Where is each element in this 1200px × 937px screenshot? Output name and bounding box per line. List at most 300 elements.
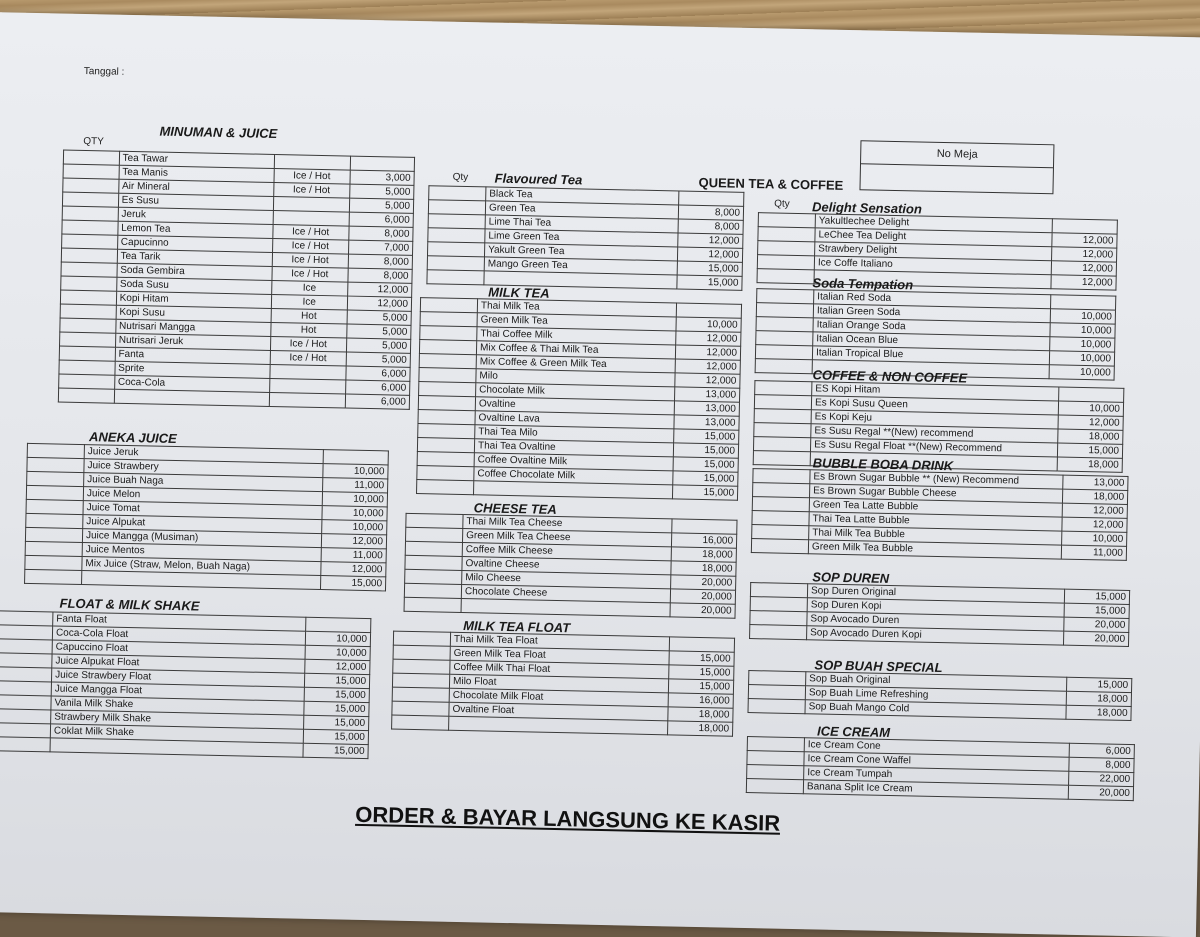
qty-cell[interactable] [61, 276, 117, 291]
item-price: 12,000 [1058, 415, 1123, 430]
item-name: Es Susu Regal Float **(New) Recommend [810, 438, 1057, 457]
qty-cell[interactable] [428, 214, 485, 229]
qty-header: QTY [83, 135, 104, 148]
qty-cell[interactable] [0, 737, 50, 752]
item-price: 15,000 [1064, 589, 1129, 604]
item-name: Juice Mangga (Musiman) [82, 529, 321, 548]
qty-cell[interactable] [419, 354, 476, 369]
qty-cell[interactable] [419, 382, 476, 397]
item-name: Fanta Float [53, 612, 306, 631]
item-name: Black Tea [486, 187, 679, 205]
section-title-cheese: CHEESE TEA [473, 500, 557, 517]
item-name: Juice Melon [83, 487, 322, 506]
item-price: 11,000 [323, 478, 388, 493]
qty-cell[interactable] [25, 527, 82, 542]
item-name: Kopi Susu [116, 305, 271, 322]
section-title-soda: Soda Tempation [812, 275, 914, 293]
qty-cell[interactable] [758, 241, 815, 256]
qty-cell[interactable] [751, 539, 808, 554]
menu-table-soda [755, 288, 1117, 381]
qty-cell[interactable] [406, 527, 463, 542]
item-option: Ice / Hot [272, 252, 348, 268]
item-name: Juice Tomat [83, 501, 322, 520]
qty-cell[interactable] [62, 206, 118, 221]
qty-cell[interactable] [747, 737, 804, 752]
item-name: Thai Milk Tea Float [450, 632, 669, 651]
qty-cell[interactable] [752, 511, 809, 526]
section-title-milktea: MILK TEA [488, 284, 550, 301]
item-name: Coca-Cola Float [52, 626, 305, 645]
qty-cell[interactable] [393, 659, 450, 674]
qty-cell[interactable] [60, 332, 116, 347]
item-price: 22,000 [1069, 771, 1134, 786]
qty-cell[interactable] [62, 234, 118, 249]
qty-cell[interactable] [404, 583, 461, 598]
item-price: 15,000 [304, 715, 369, 730]
item-price: 10,000 [1049, 365, 1114, 380]
item-name: Green Tea Latte Bubble [809, 498, 1062, 517]
qty-cell[interactable] [27, 457, 84, 472]
qty-cell[interactable] [0, 667, 52, 682]
qty-cell[interactable] [428, 200, 485, 215]
qty-cell[interactable] [417, 438, 474, 453]
item-price: 5,000 [346, 352, 411, 367]
qty-cell[interactable] [59, 346, 115, 361]
menu-table-aneka [24, 443, 389, 592]
qty-cell[interactable] [392, 701, 449, 716]
qty-cell[interactable] [27, 471, 84, 486]
item-name: Milo Float [449, 674, 668, 693]
item-price: 15,000 [673, 443, 738, 458]
item-option: Ice / Hot [274, 168, 350, 184]
item-name: Italian Tropical Blue [812, 346, 1049, 365]
item-option [269, 392, 345, 408]
item-price: 12,000 [305, 659, 370, 674]
item-price: 12,000 [1052, 247, 1117, 262]
item-name: Fanta [115, 347, 270, 364]
item-price: 12,000 [1062, 503, 1127, 518]
item-name: Thai Milk Tea [477, 299, 676, 317]
qty-cell[interactable] [756, 317, 813, 332]
item-name: Lemon Tea [117, 221, 272, 238]
item-price: 15,000 [1064, 603, 1129, 618]
item-name [114, 389, 269, 406]
item-name: Ovaltine Lava [475, 411, 674, 429]
qty-cell[interactable] [746, 779, 803, 794]
item-price: 6,000 [345, 380, 410, 395]
item-name: Thai Coffee Milk [477, 327, 676, 345]
item-name: Ice Cream Cone [804, 738, 1069, 758]
item-name: Strawbery Delight [815, 242, 1052, 261]
qty-cell[interactable] [757, 269, 814, 284]
qty-cell[interactable] [418, 410, 475, 425]
section-title-icecream: ICE CREAM [816, 723, 891, 741]
item-price: 12,000 [678, 233, 743, 248]
item-price: 20,000 [1064, 617, 1129, 632]
qty-cell[interactable] [757, 289, 814, 304]
menu-table-cheese [404, 513, 738, 619]
item-price [1052, 219, 1117, 234]
item-name: Es Brown Sugar Bubble ** (New) Recommend [810, 470, 1063, 489]
item-price: 18,000 [1062, 489, 1127, 504]
qty-cell[interactable] [417, 480, 474, 495]
qty-cell[interactable] [60, 290, 116, 305]
qty-cell[interactable] [753, 483, 810, 498]
qty-cell[interactable] [420, 312, 477, 327]
qty-cell[interactable] [60, 318, 116, 333]
item-price: 10,000 [305, 631, 370, 646]
item-name: Juice Jeruk [84, 445, 323, 464]
item-name: Juice Strawbery [84, 459, 323, 478]
item-price: 10,000 [323, 464, 388, 479]
qty-cell[interactable] [61, 248, 117, 263]
item-price: 18,000 [668, 721, 733, 736]
qty-cell[interactable] [420, 326, 477, 341]
qty-cell[interactable] [61, 262, 117, 277]
item-name: Italian Ocean Blue [813, 332, 1050, 351]
item-name: Chocolate Milk Float [449, 688, 668, 707]
qty-cell[interactable] [749, 671, 806, 686]
qty-cell[interactable] [59, 360, 115, 375]
item-price: 12,000 [677, 247, 742, 262]
item-price: 8,000 [348, 254, 413, 269]
item-price: 12,000 [1051, 261, 1116, 276]
qty-cell[interactable] [755, 345, 812, 360]
item-name: Juice Strawbery Float [51, 668, 304, 687]
item-price: 15,000 [677, 261, 742, 276]
qty-cell[interactable] [428, 228, 485, 243]
item-name: Coffee Ovaltine Milk [474, 453, 673, 471]
qty-cell[interactable] [26, 499, 83, 514]
no-meja-label: No Meja [861, 141, 1053, 168]
item-name: Mix Juice (Straw, Melon, Buah Naga) [82, 557, 321, 576]
item-price: 16,000 [671, 533, 736, 548]
item-option: Hot [270, 322, 346, 338]
item-price: 5,000 [349, 198, 414, 213]
item-price: 6,000 [346, 366, 411, 381]
item-price: 20,000 [671, 575, 736, 590]
item-price [350, 156, 415, 171]
qty-cell[interactable] [417, 466, 474, 481]
qty-cell[interactable] [63, 150, 119, 165]
qty-cell[interactable] [748, 685, 805, 700]
menu-table-milktea [416, 297, 742, 501]
qty-cell[interactable] [429, 186, 486, 201]
item-name: Green Milk Tea Bubble [808, 540, 1061, 559]
item-name: Ovaltine Cheese [462, 557, 671, 575]
qty-cell[interactable] [0, 681, 51, 696]
item-name: Italian Green Soda [813, 304, 1050, 323]
item-price: 6,000 [1069, 743, 1134, 758]
item-price [306, 617, 371, 632]
qty-cell[interactable] [427, 270, 484, 285]
item-price: 20,000 [1063, 631, 1128, 646]
item-price [676, 303, 741, 318]
item-name: Juice Buah Naga [84, 473, 323, 492]
item-price: 10,000 [1050, 337, 1115, 352]
qty-cell[interactable] [758, 213, 815, 228]
item-option: Ice / Hot [272, 238, 348, 254]
qty-cell[interactable] [59, 374, 115, 389]
item-name: Lime Green Tea [485, 229, 678, 247]
qty-cell[interactable] [62, 220, 118, 235]
item-option: Ice / Hot [270, 350, 346, 366]
qty-cell[interactable] [27, 443, 84, 458]
item-price: 18,000 [1058, 429, 1123, 444]
item-price [679, 191, 744, 206]
qty-cell[interactable] [418, 424, 475, 439]
qty-cell[interactable] [60, 304, 116, 319]
qty-cell[interactable] [419, 340, 476, 355]
qty-cell[interactable] [419, 368, 476, 383]
item-price: 15,000 [1057, 443, 1122, 458]
qty-cell[interactable] [753, 469, 810, 484]
qty-cell[interactable] [758, 227, 815, 242]
qty-cell[interactable] [63, 164, 119, 179]
qty-cell[interactable] [406, 513, 463, 528]
item-price: 15,000 [304, 701, 369, 716]
qty-cell[interactable] [750, 597, 807, 612]
item-name: Yakultlechee Delight [815, 214, 1052, 233]
menu-table-sopbuah [747, 670, 1132, 721]
qty-cell[interactable] [757, 255, 814, 270]
qty-cell[interactable] [25, 541, 82, 556]
qty-cell[interactable] [748, 699, 805, 714]
item-price: 8,000 [678, 205, 743, 220]
section-title-mtfloat: MILK TEA FLOAT [463, 618, 571, 636]
item-name: Soda Gembira [117, 263, 272, 280]
item-option: Ice / Hot [270, 336, 346, 352]
item-option: Ice / Hot [273, 182, 349, 198]
item-price: 18,000 [1066, 705, 1131, 720]
item-price: 5,000 [347, 310, 412, 325]
item-price: 10,000 [1050, 323, 1115, 338]
item-price: 15,000 [668, 679, 733, 694]
item-price: 10,000 [1062, 531, 1127, 546]
item-name: Ice Coffe Italiano [814, 256, 1051, 275]
item-price: 7,000 [348, 240, 413, 255]
item-price: 15,000 [320, 576, 385, 591]
item-name: Thai Tea Milo [475, 425, 674, 443]
qty-cell[interactable] [427, 256, 484, 271]
qty-cell[interactable] [756, 331, 813, 346]
item-name: Mix Coffee & Thai Milk Tea [476, 341, 675, 359]
qty-cell[interactable] [0, 625, 53, 640]
qty-cell[interactable] [755, 381, 812, 396]
item-name: Thai Tea Ovaltine [474, 439, 673, 457]
item-price: 6,000 [349, 212, 414, 227]
qty-cell[interactable] [750, 625, 807, 640]
qty-cell[interactable] [393, 631, 450, 646]
qty-cell[interactable] [750, 611, 807, 626]
item-name: Thai Milk Tea Cheese [463, 515, 672, 533]
qty-cell[interactable] [756, 303, 813, 318]
qty-cell[interactable] [392, 673, 449, 688]
section-title-float: FLOAT & MILK SHAKE [59, 595, 200, 614]
section-title-delight: Delight Sensation [811, 199, 923, 217]
item-price: 10,000 [676, 317, 741, 332]
qty-cell[interactable] [392, 687, 449, 702]
item-name: Sop Avocado Duren Kopi [807, 626, 1064, 645]
qty-cell[interactable] [753, 451, 810, 466]
qty-cell[interactable] [752, 525, 809, 540]
item-price: 8,000 [678, 219, 743, 234]
qty-cell[interactable] [392, 715, 449, 730]
item-price: 11,000 [1061, 545, 1126, 560]
qty-cell[interactable] [393, 645, 450, 660]
item-name: Sop Avocado Duren [807, 612, 1064, 631]
item-price: 12,000 [675, 345, 740, 360]
item-name: Air Mineral [118, 179, 273, 196]
qty-header-3: Qty [774, 198, 790, 210]
qty-cell[interactable] [0, 653, 52, 668]
item-name: Ice Cream Cone Waffel [804, 752, 1069, 772]
item-price: 15,000 [304, 673, 369, 688]
item-price: 12,000 [347, 296, 412, 311]
item-price: 15,000 [677, 275, 742, 290]
qty-cell[interactable] [0, 611, 53, 626]
item-price [1051, 295, 1116, 310]
qty-cell[interactable] [754, 423, 811, 438]
item-name: Green Milk Tea Float [450, 646, 669, 665]
qty-cell[interactable] [0, 695, 51, 710]
item-name: Thai Milk Tea Bubble [809, 526, 1062, 545]
footer-instruction: ORDER & BAYAR LANGSUNG KE KASIR [355, 801, 781, 836]
qty-cell[interactable] [417, 452, 474, 467]
item-price: 12,000 [1052, 233, 1117, 248]
item-name: Coca-Cola [114, 375, 269, 392]
qty-cell[interactable] [25, 555, 82, 570]
item-name: Tea Tawar [119, 151, 274, 168]
item-price: 5,000 [346, 324, 411, 339]
item-price: 15,000 [674, 429, 739, 444]
item-name: Nutrisari Mangga [115, 319, 270, 336]
item-name: Capuccino Float [52, 640, 305, 659]
item-price: 13,000 [1063, 475, 1128, 490]
qty-cell[interactable] [63, 178, 119, 193]
qty-cell[interactable] [755, 359, 812, 374]
item-price: 3,000 [350, 170, 415, 185]
qty-cell[interactable] [26, 485, 83, 500]
item-price: 10,000 [1058, 401, 1123, 416]
section-title-coffee: COFFEE & NON COFFEE [812, 367, 968, 386]
item-option: Ice [271, 280, 347, 296]
item-price: 15,000 [303, 743, 368, 758]
item-name: Es Kopi Susu Queen [811, 396, 1058, 415]
qty-cell[interactable] [58, 388, 114, 403]
item-price [672, 519, 737, 534]
qty-cell[interactable] [26, 513, 83, 528]
item-price: 5,000 [346, 338, 411, 353]
item-price: 15,000 [669, 665, 734, 680]
item-price: 12,000 [675, 373, 740, 388]
qty-cell[interactable] [747, 765, 804, 780]
qty-cell[interactable] [62, 192, 118, 207]
qty-cell[interactable] [418, 396, 475, 411]
menu-table-flavoured [426, 185, 744, 291]
qty-cell[interactable] [25, 569, 82, 584]
item-name: Mango Green Tea [484, 257, 677, 275]
item-name [473, 481, 672, 499]
menu-sheet [0, 12, 1200, 937]
item-price [323, 450, 388, 465]
qty-cell[interactable] [0, 709, 51, 724]
item-name: Jeruk [118, 207, 273, 224]
menu-table-float [0, 610, 371, 759]
tanggal-label: Tanggal : [83, 65, 125, 78]
item-price: 10,000 [322, 492, 387, 507]
item-price: 15,000 [673, 471, 738, 486]
qty-cell[interactable] [420, 298, 477, 313]
item-name: Yakult Green Tea [484, 243, 677, 261]
item-name: Juice Mentos [82, 543, 321, 562]
item-name: Green Tea [485, 201, 678, 219]
item-price: 12,000 [1051, 275, 1116, 290]
qty-cell[interactable] [405, 569, 462, 584]
item-name: Thai Tea Latte Bubble [809, 512, 1062, 531]
item-price: 15,000 [673, 457, 738, 472]
qty-cell[interactable] [427, 242, 484, 257]
item-price: 8,000 [348, 268, 413, 283]
item-name: Ovaltine Float [449, 702, 668, 721]
item-price: 15,000 [304, 687, 369, 702]
table-number-box[interactable] [859, 140, 1054, 194]
item-name: Sop Duren Kopi [807, 598, 1064, 617]
item-price: 12,000 [675, 359, 740, 374]
item-price: 15,000 [1067, 677, 1132, 692]
item-name: Sop Buah Lime Refreshing [805, 686, 1066, 705]
qty-cell[interactable] [404, 597, 461, 612]
item-name: Juice Mangga Float [51, 682, 304, 701]
qty-cell[interactable] [0, 723, 51, 738]
item-name: Es Kopi Keju [811, 410, 1058, 429]
section-title-flavoured: Flavoured Tea [494, 170, 583, 188]
item-name: Chocolate Milk [476, 383, 675, 401]
item-price: 12,000 [1062, 517, 1127, 532]
item-price: 12,000 [321, 562, 386, 577]
item-price: 13,000 [674, 401, 739, 416]
item-price: 20,000 [1068, 785, 1133, 800]
qty-cell[interactable] [750, 583, 807, 598]
qty-cell[interactable] [754, 395, 811, 410]
item-name: Mix Coffee & Green Milk Tea [476, 355, 675, 373]
item-name: Es Susu Regal **(New) recommend [811, 424, 1058, 443]
item-name: Sop Duren Original [807, 584, 1064, 603]
qty-cell[interactable] [405, 541, 462, 556]
item-price: 18,000 [671, 561, 736, 576]
item-price: 10,000 [1050, 309, 1115, 324]
qty-cell[interactable] [405, 555, 462, 570]
item-name: Juice Alpukat Float [52, 654, 305, 673]
qty-cell[interactable] [754, 409, 811, 424]
item-name: Ovaltine [475, 397, 674, 415]
item-name: Nutrisari Jeruk [115, 333, 270, 350]
item-name: Chocolate Cheese [461, 585, 670, 603]
item-name: Es Susu [118, 193, 273, 210]
qty-cell[interactable] [747, 751, 804, 766]
item-price: 8,000 [1069, 757, 1134, 772]
qty-cell[interactable] [0, 639, 52, 654]
item-name: Coffee Milk Thai Float [450, 660, 669, 679]
item-price: 12,000 [676, 331, 741, 346]
qty-cell[interactable] [752, 497, 809, 512]
item-price: 16,000 [668, 693, 733, 708]
item-name: Sop Buah Mango Cold [805, 700, 1066, 719]
item-name: Milo [476, 369, 675, 387]
qty-cell[interactable] [753, 437, 810, 452]
item-price: 15,000 [672, 485, 737, 500]
item-price: 20,000 [670, 589, 735, 604]
